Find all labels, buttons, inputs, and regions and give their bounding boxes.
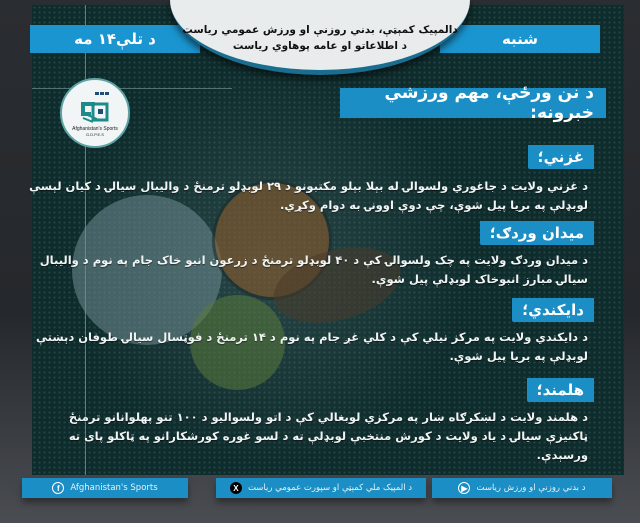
youtube-link[interactable] — [432, 478, 612, 498]
facebook-link[interactable] — [22, 478, 188, 498]
section-label-daikundi: دايکندي؛ — [512, 298, 594, 322]
section-text-ghazni: د غزني ولايت د جاغوري ولسوالۍ له بېلا بېلو مکتبونو د ۲۹ لوبډلو ترمنځ د واليبال سيالۍ د کيان لېسې لوبډلې په بريا پيل شوې، چې دوې اوونۍ به دوام وکړي. — [29, 179, 588, 212]
logo-mark-icon — [75, 90, 115, 126]
news-section-ghazni — [29, 145, 594, 220]
decorative-horizontal-line — [32, 88, 232, 89]
facebook-label: Afghanistan's Sports — [70, 483, 158, 493]
x-icon: X — [230, 482, 242, 494]
afghanistan-sports-logo — [60, 78, 130, 148]
logo-text: Afghanistan's Sports — [72, 125, 118, 132]
day-text: شنبه — [501, 30, 539, 48]
section-text-helmand: د هلمند ولايت د لښکرګاه ښار په مرکزي لوبغالي کې د اتو ولسواليو د ۱۰۰ تنو پهلوانانو ترمنځ ټاکنيزې سيالۍ د ياد ولايت د کورش منتخبې لوبډلې ته د لسو غوره کورشکارانو په ټاکلو پای ته ورسېدې. — [68, 410, 588, 462]
news-section-helmand — [34, 378, 594, 462]
org-name-line1: دالمپيک کمېټې، بدني روزنې او ورزش عمومي رياست — [182, 24, 458, 36]
day-banner — [440, 25, 600, 53]
x-link[interactable] — [216, 478, 426, 498]
news-section-daikundi — [34, 298, 594, 373]
org-name-line2: د اطلاعاتو او عامه پوهاوي رياست — [232, 40, 408, 52]
youtube-label: د بدني روزنې او ورزش رياست — [476, 483, 586, 493]
date-banner — [30, 25, 200, 53]
main-title-text: د نن ورځې، مهم ورزشي خبرونه: — [384, 83, 594, 123]
section-label-helmand: هلمند؛ — [527, 378, 594, 402]
section-label-maidan-wardak: ميدان وردګ؛ — [480, 221, 594, 245]
news-section-maidan-wardak — [34, 221, 594, 296]
section-label-ghazni: غزني؛ — [528, 145, 594, 169]
x-label: د المپيک ملي کمېټې او سپورت عمومي رياست — [247, 483, 413, 493]
section-text-maidan-wardak: د ميدان وردګ ولايت په چک ولسوالۍ کې د ۴۰ لوبډلو ترمنځ د زرعون انبو خاک جام په نوم د واليبال سيالۍ مبارز انبوخاک لوبډلې پيل شوې. — [39, 253, 588, 286]
youtube-icon: ▶ — [458, 482, 470, 494]
logo-subtext: G.D.P.E.S — [86, 131, 104, 137]
date-text: د تلې۱۴ مه — [74, 30, 156, 48]
section-text-daikundi: د دايکندي ولايت په مرکز نيلي کې د کلي غږ جام په نوم د ۱۴ ترمنځ د فوټسال سيالۍ طوفان دېښتې لوبډلې په بريا پيل شوې. — [35, 330, 588, 363]
main-title — [340, 83, 606, 123]
facebook-icon: f — [52, 482, 64, 494]
